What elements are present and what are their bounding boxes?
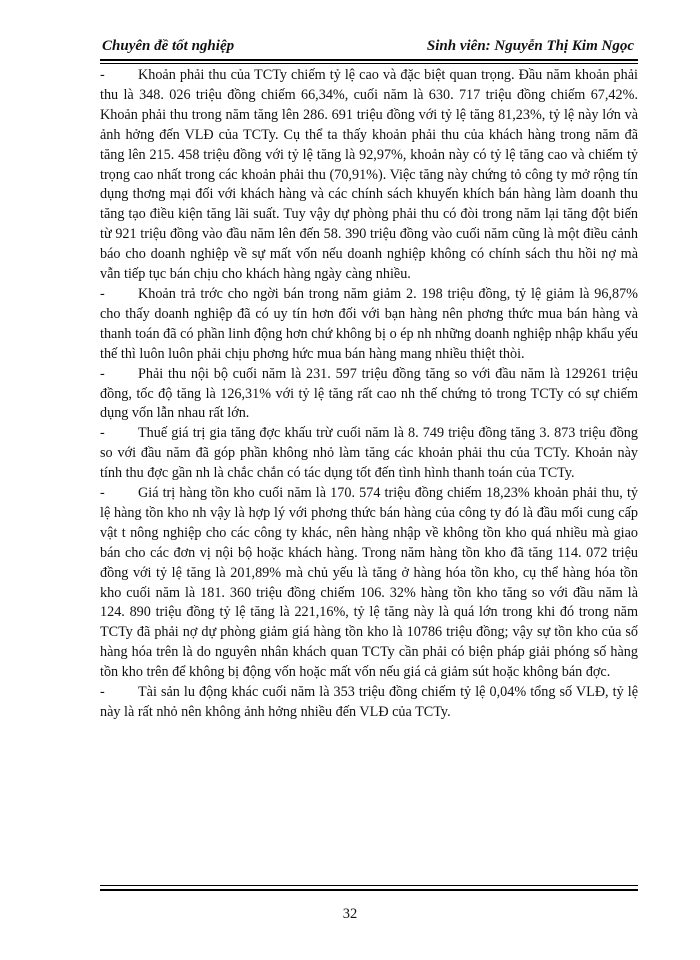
paragraph-prepayments: - Khoản trả trớc cho ngời bán trong năm giảm 2. 198 triệu đồng, tỷ lệ giảm là 96,87% cho thấy doanh nghiệp đã có uy tín hơn đối với bạn hàng nên phơng thức mua bán hàng và thanh toán đã có phần linh động hơn chứ không bị o ép nh những doanh nghiệp nhập khẩu yếu thế thì luôn luôn phải chịu phơng hức mua bán hàng mang nhiều thiệt thòi. (100, 285, 638, 362)
header-rule-thin (100, 63, 638, 64)
body-text (100, 66, 638, 723)
bullet-dash: - (100, 285, 105, 302)
page-number: 32 (342, 906, 358, 922)
bullet-dash: - (100, 365, 105, 382)
paragraph-vat: - Thuế giá trị gia tăng đợc khấu trừ cuối năm là 8. 749 triệu đồng tăng 3. 873 triệu đồng so với đầu năm đã góp phần không nhỏ làm tăng các khoản phải thu của TCTy. Khoản này tính thu đợc gần nh là chắc chắn có tác dụng tốt đến tình hình thanh toán của TCTy. (100, 425, 638, 482)
paragraph-receivables: - Khoản phải thu của TCTy chiếm tỷ lệ cao và đặc biệt quan trọng. Đầu năm khoản phải thu là 348. 026 triệu đồng chiếm 66,34%, cuối năm là 630. 717 triệu đồng chiếm 67,42%. Khoản phải thu trong năm tăng lên 286. 691 triệu đồng với tỷ lệ tăng 81,23%, tỷ lệ này lớn và ảnh hởng đến VLĐ của TCTy. Cụ thể ta thấy khoản phải thu của khách hàng trong năm đã tăng lên 215. 458 triệu đồng với tỷ lệ tăng là 92,97%, khoản này có tỷ lệ tăng cao và chiếm tỷ trọng cao nhất trong các khoản phải thu (70,91%). Việc tăng này chứng tỏ công ty mở rộng tín dụng thơng mại đối với khách hàng và các chính sách khuyến khích bán hàng làm doanh thu tăng tạo điều kiện tăng lãi suất. Tuy vậy dự phòng phải thu có đòi trong năm lại tăng đột biến từ 921 triệu đồng vào đầu năm lên đến 58. 390 triệu đồng vào cuối năm cũng là một điều cảnh báo cho doanh nghiệp về sự mất vốn nếu doanh nghiệp không có chính sách thu hồi nợ mà vẫn tiếp tục bán chịu cho khách hàng ngày càng nhiều. (100, 67, 638, 283)
bullet-dash: - (100, 67, 105, 83)
footer-rule-thin (100, 885, 638, 886)
header-author: Sinh viên: Nguyễn Thị Kim Ngọc (426, 38, 634, 54)
page-header (100, 34, 638, 60)
bullet-dash: - (100, 684, 105, 701)
paragraph-other-assets: - Tài sản lu động khác cuối năm là 353 triệu đồng chiếm tỷ lệ 0,04% tổng số VLĐ, tỷ lệ này là rất nhỏ nên không ảnh hởng nhiều đến VLĐ của TCTy. (100, 684, 638, 720)
header-rule-thick (100, 59, 638, 61)
paragraph-internal-receivables: - Phải thu nội bộ cuối năm là 231. 597 triệu đồng tăng so với đầu năm là 129261 triệu đồng, tốc độ tăng là 126,31% với tỷ lệ tăng rất cao nh thế chứng tỏ trong TCTy có sự chiếm dụng vốn lẫn nhau rất lớn. (100, 365, 638, 422)
header-title: Chuyên đề tốt nghiệp (102, 38, 235, 54)
bullet-dash: - (100, 425, 105, 442)
footer-rule-thick (100, 889, 638, 891)
bullet-dash: - (100, 485, 105, 502)
paragraph-inventory: - Giá trị hàng tồn kho cuối năm là 170. 574 triệu đồng chiếm 18,23% khoản phải thu, tỷ lệ hàng tồn kho nh vậy là hợp lý với phơng thức bán hàng của công ty đó là đầu mối cung cấp vật t nông nghiệp cho các công ty khác, nên hàng nhập về không tồn kho quá nhiều mà giao bán cho các đơn vị nội bộ hoặc khách hàng. Trong năm hàng tồn kho đã tăng 114. 072 triệu đồng với tỷ lệ tăng là 201,89% mà chủ yếu là tăng ở hàng hóa tồn kho, cụ thể hàng hóa tồn kho cuối năm là 181. 360 triệu đồng chiếm 106. 32% hàng tồn kho tăng so với đầu năm là 124. 890 triệu đồng tỷ lệ tăng là 221,16%, tỷ lệ tăng này là quá lớn trong khi đó trong năm TCTy đã phải nợ dự phòng giảm giá hàng tồn kho là 10786 triệu đồng; vậy sự tồn kho của số hàng hóa trên là do nguyên nhân khách quan TCTy cần phải có biện pháp giải phóng số hàng tồn kho trên để không bị động vốn hoặc mất vốn nếu giá cả giảm sút hoặc không bán đợc. (100, 485, 638, 681)
